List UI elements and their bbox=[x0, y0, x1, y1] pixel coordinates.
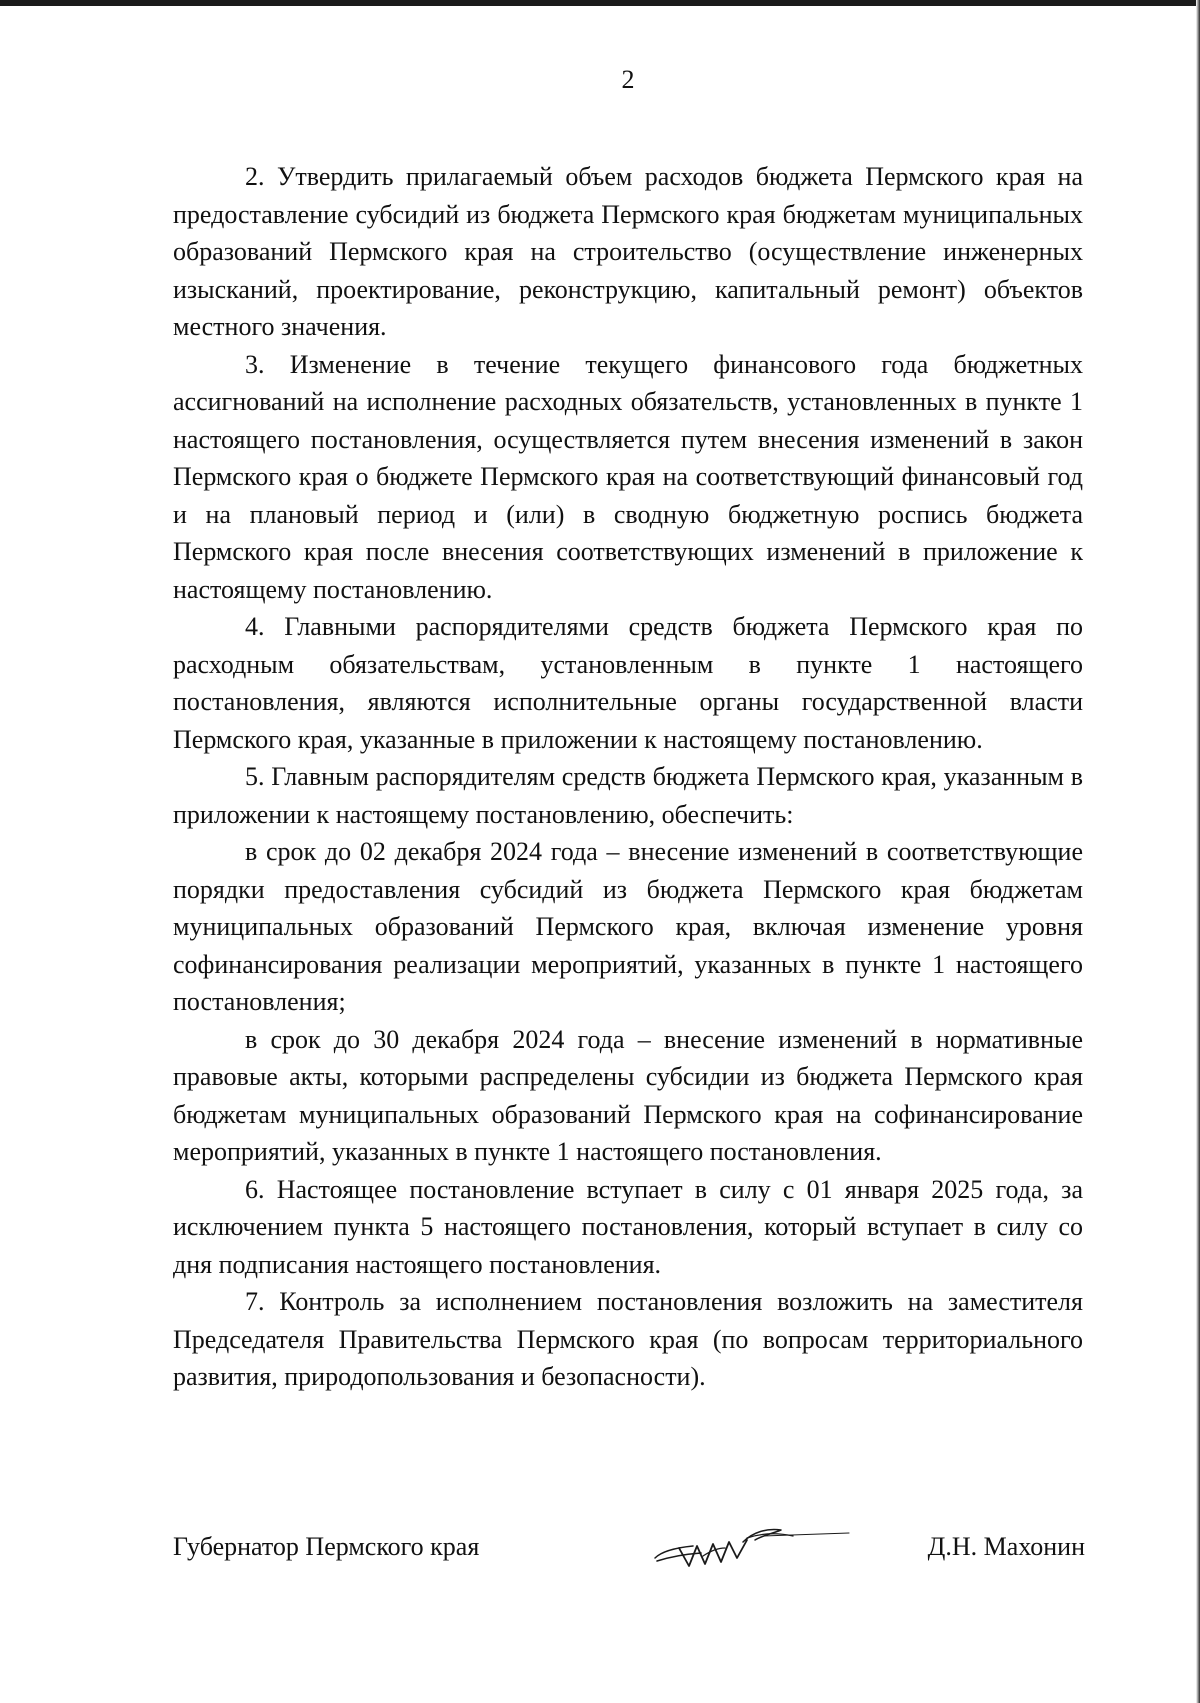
scan-border-right bbox=[1196, 0, 1200, 1703]
signature-block bbox=[173, 1518, 1085, 1578]
paragraph-item-5: 5. Главным распорядителям средств бюджета Пермского края, указанным в приложении к настоящему постановлению, обеспечить: bbox=[173, 762, 1083, 829]
signatory-name: Д.Н. Махонин bbox=[927, 1532, 1085, 1561]
paragraph-item-4: 4. Главными распорядителями средств бюджета Пермского края по расходным обязательствам, установленным в пункте 1 настоящего постановления, являются исполнительные органы государственной власти Пермского края, указанные в приложении к настоящему постановлению. bbox=[173, 612, 1083, 754]
paragraph-item-5-subitem-1: в срок до 02 декабря 2024 года – внесение изменений в соответствующие порядки предоставления субсидий из бюджета Пермского края бюджетам муниципальных образований Пермского края, включая изменение уровня софинансирования реализации мероприятий, указанных в пункте 1 настоящего постановления; bbox=[173, 837, 1083, 1016]
document-body bbox=[173, 158, 1083, 1396]
paragraph-item-6: 6. Настоящее постановление вступает в силу с 01 января 2025 года, за исключением пункта 5 настоящего постановления, который вступает в силу со дня подписания настоящего постановления. bbox=[173, 1174, 1083, 1279]
signatory-position: Губернатор Пермского края bbox=[173, 1532, 480, 1561]
paragraph-item-3: 3. Изменение в течение текущего финансового года бюджетных ассигнований на исполнение расходных обязательств, установленных в пункте 1 настоящего постановления, осуществляется путем внесения изменений в закон Пермского края о бюджете Пермского края на соответствующий финансовый год и на плановый период и (или) в сводную бюджетную роспись бюджета Пермского края после внесения соответствующих изменений в приложение к настоящему постановлению. bbox=[173, 349, 1083, 604]
page-number: 2 bbox=[621, 65, 635, 94]
paragraph-item-2: 2. Утвердить прилагаемый объем расходов бюджета Пермского края на предоставление субсидий из бюджета Пермского края бюджетам муниципальных образований Пермского края на строительство (осуществление инженерных изысканий, проектирование, реконструкцию, капитальный ремонт) объектов местного значения. bbox=[173, 162, 1083, 341]
scan-border-top bbox=[0, 0, 1200, 6]
paragraph-item-5-subitem-2: в срок до 30 декабря 2024 года – внесение изменений в нормативные правовые акты, которыми распределены субсидии из бюджета Пермского края бюджетам муниципальных образований Пермского края на софинансирование мероприятий, указанных в пункте 1 настоящего постановления. bbox=[173, 1024, 1083, 1166]
handwritten-signature bbox=[643, 1518, 853, 1578]
document-page bbox=[173, 56, 1083, 1396]
paragraph-item-7: 7. Контроль за исполнением постановления возложить на заместителя Председателя Правительства Пермского края (по вопросам территориального развития, природопользования и безопасности). bbox=[173, 1287, 1083, 1391]
